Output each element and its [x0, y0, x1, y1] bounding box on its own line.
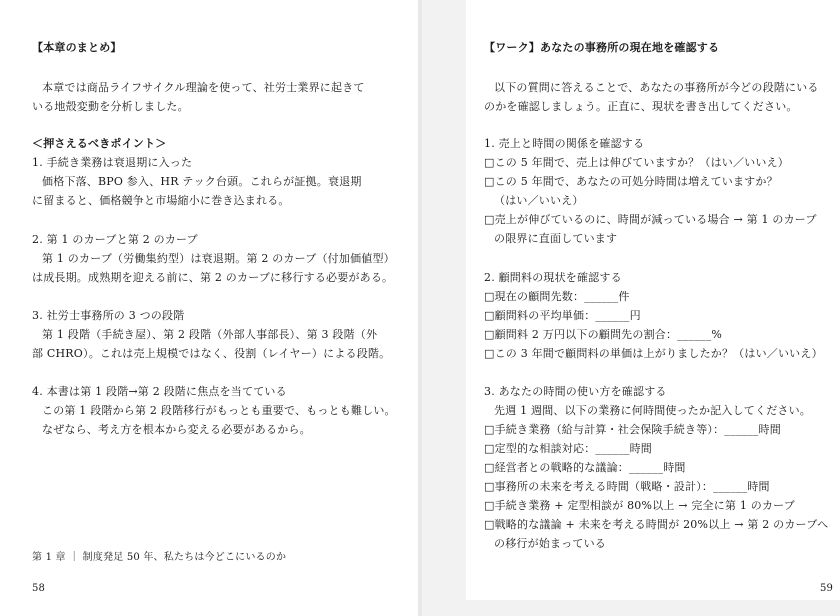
checklist-item[interactable]: □売上が伸びているのに、時間が減っている場合 → 第 1 のカーブ	[484, 213, 817, 226]
checklist-item[interactable]: □顧問料の平均単価：______円	[484, 309, 641, 322]
section-2-heading: 2. 顧問料の現状を確認する	[484, 271, 622, 284]
checklist-item[interactable]: □手続き業務 + 定型相談が 80%以上 → 完全に第 1 のカーブ	[484, 499, 795, 512]
section-3-instruction: 先週 1 週間、以下の業務に何時間使ったか記入してください。	[494, 404, 811, 417]
work-intro-line-1: 以下の質問に答えることで、あなたの事務所が今どの段階にいる	[494, 81, 819, 94]
checklist-item-continued: （はい／いいえ）	[494, 194, 584, 207]
checklist-item[interactable]: □顧問料 2 万円以下の顧問先の割合：______%	[484, 328, 723, 341]
page-number: 58	[32, 583, 46, 594]
work-intro-line-2: のかを確認しましょう。正直に、現状を書き出してください。	[484, 100, 798, 113]
checklist-item[interactable]: □戦略的な議論 + 未来を考える時間が 20%以上 → 第 2 のカーブへ	[484, 518, 829, 531]
points-heading: ＜押さえるべきポイント＞	[32, 137, 167, 150]
right-page-content	[466, 0, 840, 600]
checklist-item[interactable]: □手続き業務（給与計算・社会保険手続き等）：______時間	[484, 423, 781, 436]
point-3-heading: 3. 社労士事務所の 3 つの段階	[32, 309, 185, 322]
point-4-line: なぜなら、考え方を根本から変える必要があるから。	[42, 423, 311, 436]
checklist-item-continued: の限界に直面しています	[494, 232, 618, 245]
left-page	[0, 0, 418, 616]
chapter-summary-title: 【本章のまとめ】	[32, 41, 122, 54]
right-page	[422, 0, 840, 616]
checklist-item[interactable]: □この 5 年間で、あなたの可処分時間は増えていますか？	[484, 175, 778, 188]
intro-line-2: いる地殻変動を分析しました。	[32, 100, 189, 113]
checklist-item[interactable]: □この 5 年間で、売上は伸びていますか？（はい／いいえ）	[484, 156, 789, 169]
section-3-heading: 3. あなたの時間の使い方を確認する	[484, 385, 667, 398]
checklist-item[interactable]: □現在の顧問先数：______件	[484, 290, 630, 303]
point-2-line: は成長期。成熟期を迎える前に、第 2 のカーブに移行する必要がある。	[32, 271, 394, 284]
point-2-line: 第 1 のカーブ（労働集約型）は衰退期。第 2 のカーブ（付加価値型）	[42, 252, 395, 265]
checklist-item[interactable]: □この 3 年間で顧問料の単価は上がりましたか？（はい／いいえ）	[484, 347, 823, 360]
point-3-line: 部 CHRO）。これは売上規模ではなく、役割（レイヤー）による段階。	[32, 347, 391, 360]
page-number: 59	[820, 583, 834, 594]
point-4-line: この第 1 段階から第 2 段階移行がもっとも重要で、もっとも難しい。	[42, 404, 396, 417]
point-2-heading: 2. 第 1 のカーブと第 2 のカーブ	[32, 233, 198, 246]
checklist-item[interactable]: □事務所の未来を考える時間（戦略・設計）：______時間	[484, 480, 770, 493]
section-1-heading: 1. 売上と時間の関係を確認する	[484, 137, 645, 150]
work-title: 【ワーク】あなたの事務所の現在地を確認する	[484, 41, 720, 54]
intro-line-1: 本章では商品ライフサイクル理論を使って、社労士業界に起きて	[42, 81, 365, 94]
checklist-item[interactable]: □経営者との戦略的な議論：______時間	[484, 461, 686, 474]
point-1-heading: 1. 手続き業務は衰退期に入った	[32, 156, 193, 169]
checklist-item-continued: の移行が始まっている	[494, 537, 606, 550]
point-1-line: 価格下落、BPO 参入、HR テック台頭。これらが証拠。衰退期	[42, 175, 362, 188]
point-3-line: 第 1 段階（手続き屋）、第 2 段階（外部人事部長）、第 3 段階（外	[42, 328, 378, 341]
checklist-item[interactable]: □定型的な相談対応：______時間	[484, 442, 652, 455]
point-1-line: に留まると、価格競争と市場縮小に巻き込まれる。	[32, 194, 290, 207]
running-footer: 第 1 章 ｜ 制度発足 50 年、私たちは今どこにいるのか	[32, 552, 287, 563]
point-4-heading: 4. 本書は第 1 段階→第 2 段階に焦点を当てている	[32, 385, 287, 398]
